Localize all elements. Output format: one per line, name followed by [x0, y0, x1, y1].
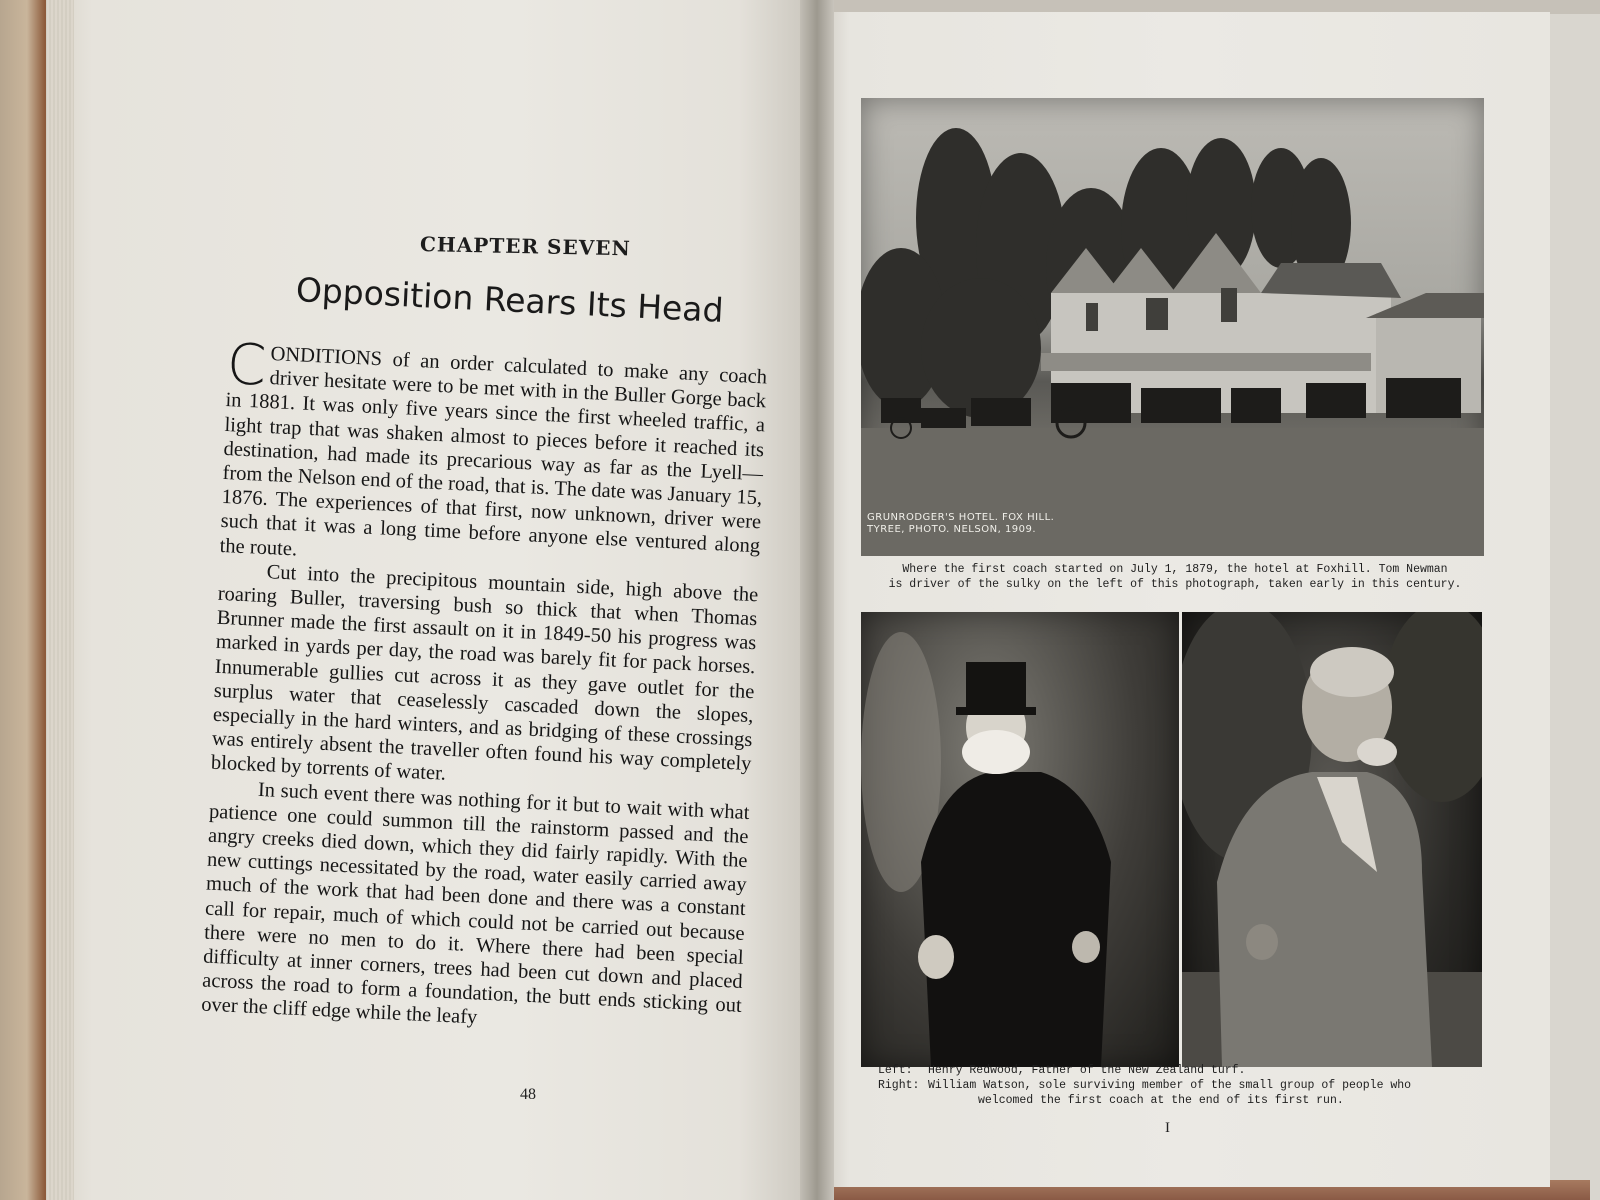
chapter-title: Opposition Rears Its Head — [295, 270, 725, 330]
chapter-label: CHAPTER SEVEN — [419, 232, 632, 261]
book-gutter — [800, 0, 834, 1200]
portrait-right-illustration — [1182, 612, 1482, 1067]
caption-right-label: Right: — [878, 1079, 920, 1092]
portrait-left-illustration — [861, 612, 1179, 1067]
caption-right-row — [878, 1078, 1478, 1093]
caption-right-text-2: welcomed the first coach at the end of its first run. — [978, 1094, 1344, 1107]
paragraph-2: Cut into the precipitous mountain side, high above the roaring Buller, traversing bush so thick that when Thomas Brunner made the first assault on it in 1849-50 his progress was marked in yards per day, the road was barely fit for pack horses. Innumerable gullies cut across it as they gave outlet for the surplus water that ceaselessly cascaded down the slopes, especially in the hard winters, and as bridging of these crossings was entirely absent the traveller often found his way completely blocked by torrents of water. — [210, 560, 759, 786]
portrait-william-watson — [1182, 612, 1482, 1067]
paragraph-3: In such event there was nothing for it but to wait with what patience one could summon till the rainstorm passed and the angry creeks died down, which they did fairly rapidly. With the new cuttings necessitated by the road, water easily carried away much of the work that had been done and there was a constant call for repair, much of which could not be carried out because there were no men to do it. Where there had been special difficulty at inner corners, trees had been cut down and placed across the road to form a foundation, the butt ends sticking out over the cliff edge while the leafy — [200, 778, 750, 1029]
photo-stamp — [867, 512, 1054, 536]
caption-bottom — [878, 1063, 1478, 1108]
caption-top-line-2: is driver of the sulky on the left of this photograph, taken early in this century. — [888, 578, 1462, 591]
plate-number: I — [1165, 1120, 1170, 1136]
hotel-photo-illustration — [861, 98, 1484, 556]
hotel-photo — [861, 98, 1484, 556]
portrait-henry-redwood — [861, 612, 1179, 1067]
caption-left-label: Left: — [878, 1064, 913, 1077]
paragraph-1-text: ONDITIONS of an order calculated to make any coach driver hesitate were to be met with in the Buller Gorge back in 1881. It was only five years since the first wheeled traffic, a light trap that was shaken almost to pieces before it reached its destination, had made its precarious way as far as the Lyell—from the Nelson end of the road, that is. The date was January 15, 1876. The experiences of that first, now unknown, driver were such that it was a long time before anyone else ventured along the route. — [219, 343, 768, 561]
page-number-left: 48 — [520, 1086, 536, 1103]
paragraph-1 — [219, 332, 768, 583]
photo-stamp-line-2: TYREE, PHOTO. NELSON, 1909. — [867, 524, 1037, 535]
caption-right-text: William Watson, sole surviving member of the small group of people who — [928, 1079, 1412, 1092]
left-page-edge — [46, 0, 74, 1200]
chapter-body — [200, 332, 768, 1043]
caption-top — [880, 562, 1470, 592]
caption-left-text: Henry Redwood, Father of the New Zealand turf. — [928, 1064, 1246, 1077]
caption-top-line-1: Where the first coach started on July 1, 1879, the hotel at Foxhill. Tom Newman — [902, 563, 1448, 576]
drop-cap: C — [225, 332, 268, 399]
caption-left-row — [878, 1063, 1478, 1078]
photo-stamp-line-1: GRUNRODGER'S HOTEL. FOX HILL. — [867, 512, 1055, 523]
